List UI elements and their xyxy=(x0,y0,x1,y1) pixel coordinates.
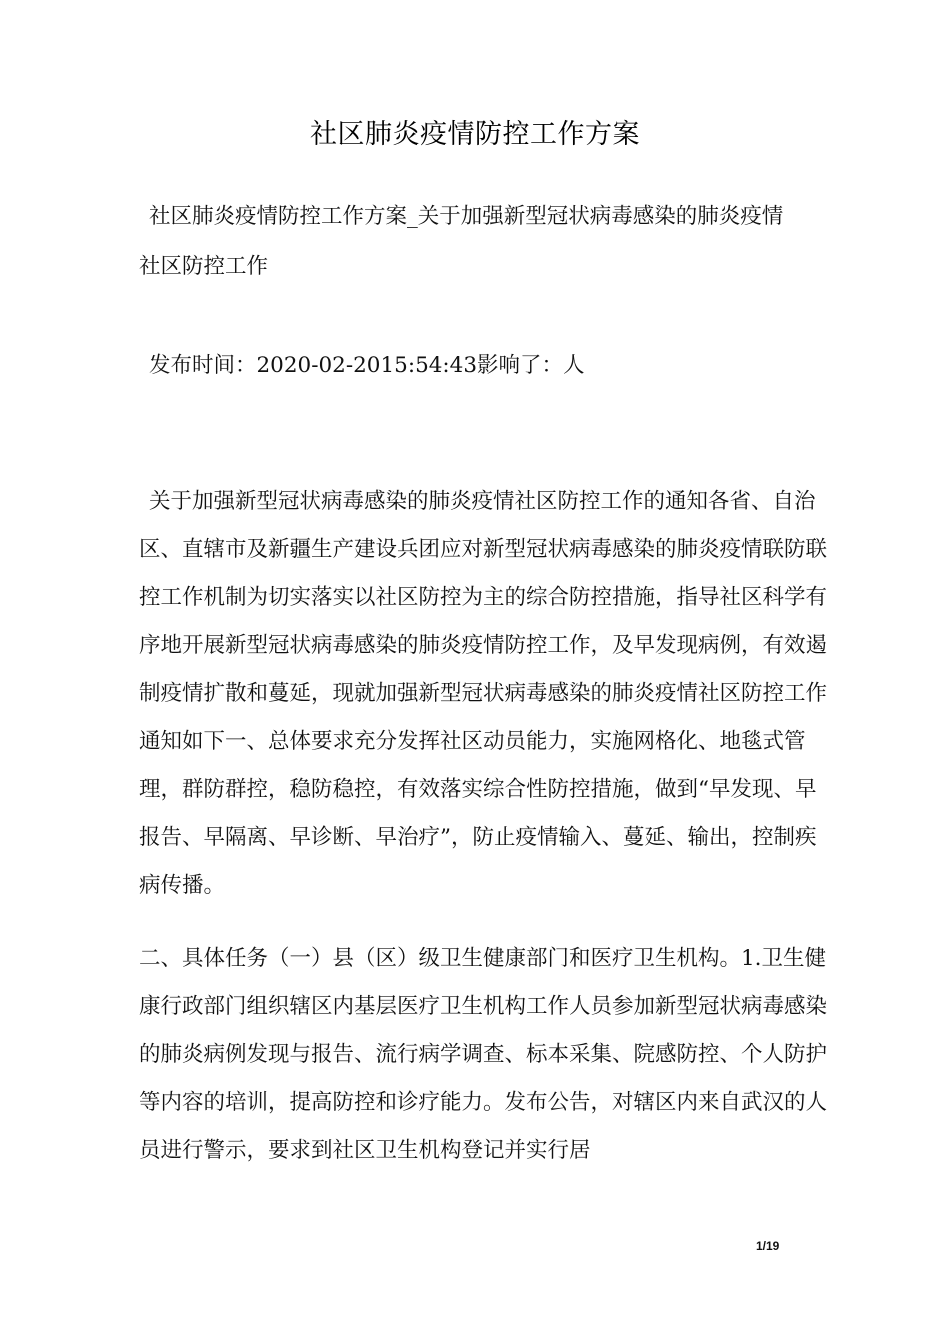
document-title: 社区肺炎疫情防控工作方案 xyxy=(310,119,640,150)
body-paragraph: 关于加强新型冠状病毒感染的肺炎疫情社区防控工作的通知各省、自治区、直辖市及新疆生产建设兵团应对新型冠状病毒感染的肺炎疫情联防联控工作机制为切实落实以社区防控为主的综合防控措施，指导社区科学有序地开展新型冠状病毒感染的肺炎疫情防控工作，及早发现病例，有效遏制疫情扩散和蔓延，现就加强新型冠状病毒感染的肺炎疫情社区防控工作通知如下一、总体要求充分发挥社区动员能力，实施网格化、地毯式管理，群防群控，稳防稳控，有效落实综合性防控措施，做到“早发现、早报告、早隔离、早诊断、早治疗”，防止疫情输入、蔓延、输出，控制疾病传播。 xyxy=(139,489,828,898)
body-paragraph: 二、具体任务（一）县（区）级卫生健康部门和医疗卫生机构。1.卫生健康行政部门组织辖区内基层医疗卫生机构工作人员参加新型冠状病毒感染的肺炎病例发现与报告、流行病学调查、标本采集、院感防控、个人防护等内容的培训，提高防控和诊疗能力。发布公告，对辖区内来自武汉的人员进行警示，要求到社区卫生机构登记并实行居 xyxy=(139,946,828,1163)
page-number: 1/19 xyxy=(756,1239,780,1253)
document-subtitle: 社区肺炎疫情防控工作方案_关于加强新型冠状病毒感染的肺炎疫情社区防控工作 xyxy=(139,204,784,279)
publish-info: 发布时间：2020-02-2015:54:43影响了：人 xyxy=(149,353,585,378)
